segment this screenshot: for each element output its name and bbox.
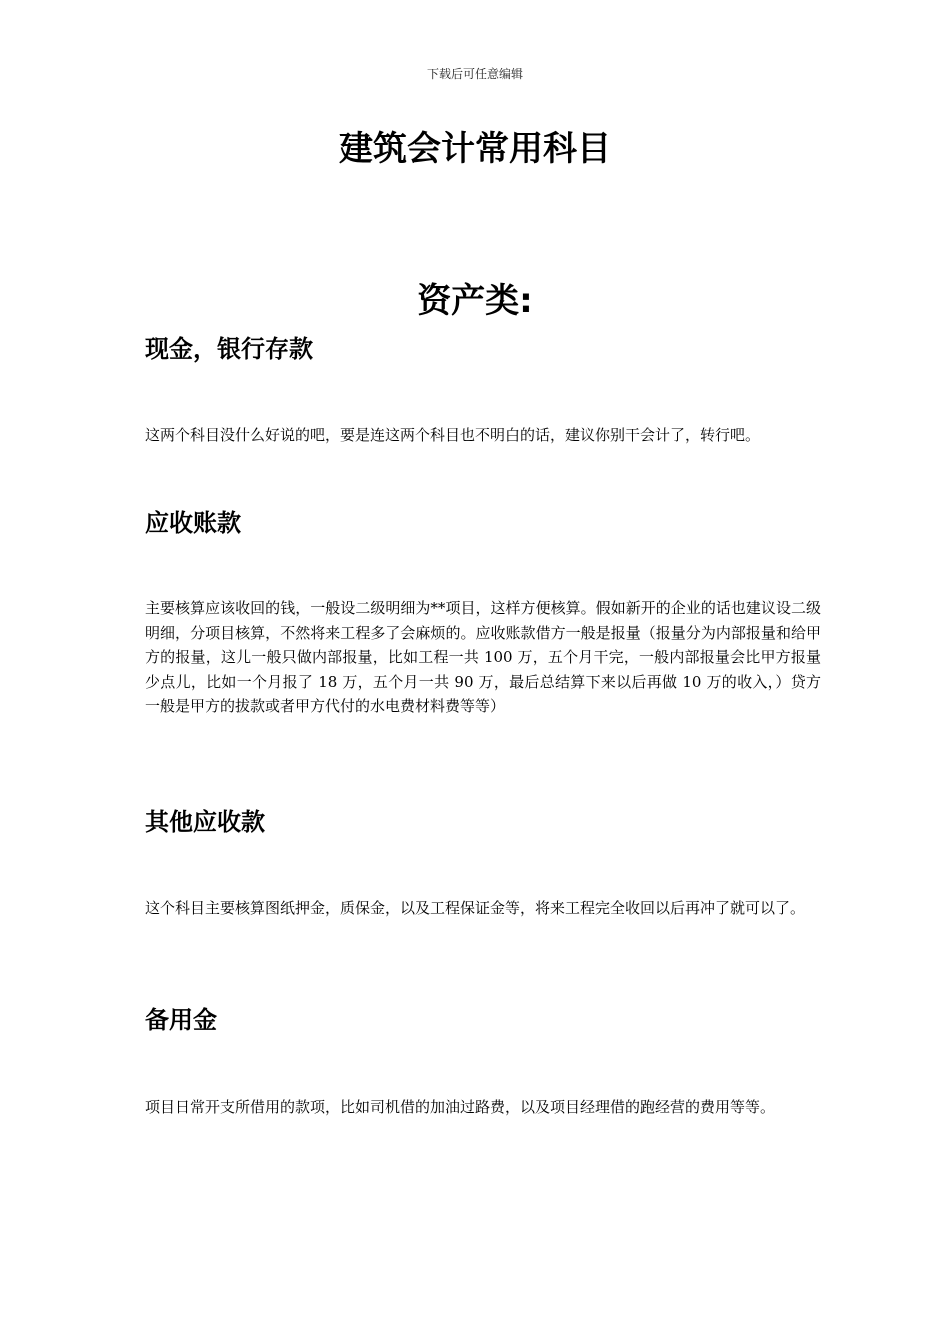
subheading-petty-cash: 备用金 <box>145 1006 217 1034</box>
paragraph-petty-cash: 项目日常开支所借用的款项，比如司机借的加油过路费，以及项目经理借的跑经营的费用等等。 <box>145 1098 776 1116</box>
paragraph-accounts-receivable: 主要核算应该收回的钱，一般设二级明细为**项目，这样方便核算。假如新开的企业的话也建议设二级明细，分项目核算，不然将来工程多了会麻烦的。应收账款借方一般是报量（报量分为内部报量和给甲方的报量，这儿一般只做内部报量，比如工程一共 100 万，五个月干完，一般内部报量会比甲方报量少点儿，比如一个月报了 18 万，五个月一共 90 万，最后总结算下来以后再做 10 万的收入，）贷方一般是甲方的拔款或者甲方代付的水电费材料费等等） <box>145 599 821 715</box>
subheading-other-receivables: 其他应收款 <box>145 808 265 836</box>
header-note: 下载后可任意编辑 <box>426 67 523 81</box>
subheading-accounts-receivable: 应收账款 <box>145 509 241 537</box>
subheading-cash-bank: 现金，银行存款 <box>145 335 313 363</box>
document-title: 建筑会计常用科目 <box>339 129 611 169</box>
section-title: 资产类: <box>417 281 533 321</box>
paragraph-other-receivables: 这个科目主要核算图纸押金，质保金，以及工程保证金等，将来工程完全收回以后再冲了就可以了。 <box>145 899 806 917</box>
paragraph-cash-bank: 这两个科目没什么好说的吧，要是连这两个科目也不明白的话，建议你别干会计了，转行吧。 <box>145 426 761 444</box>
